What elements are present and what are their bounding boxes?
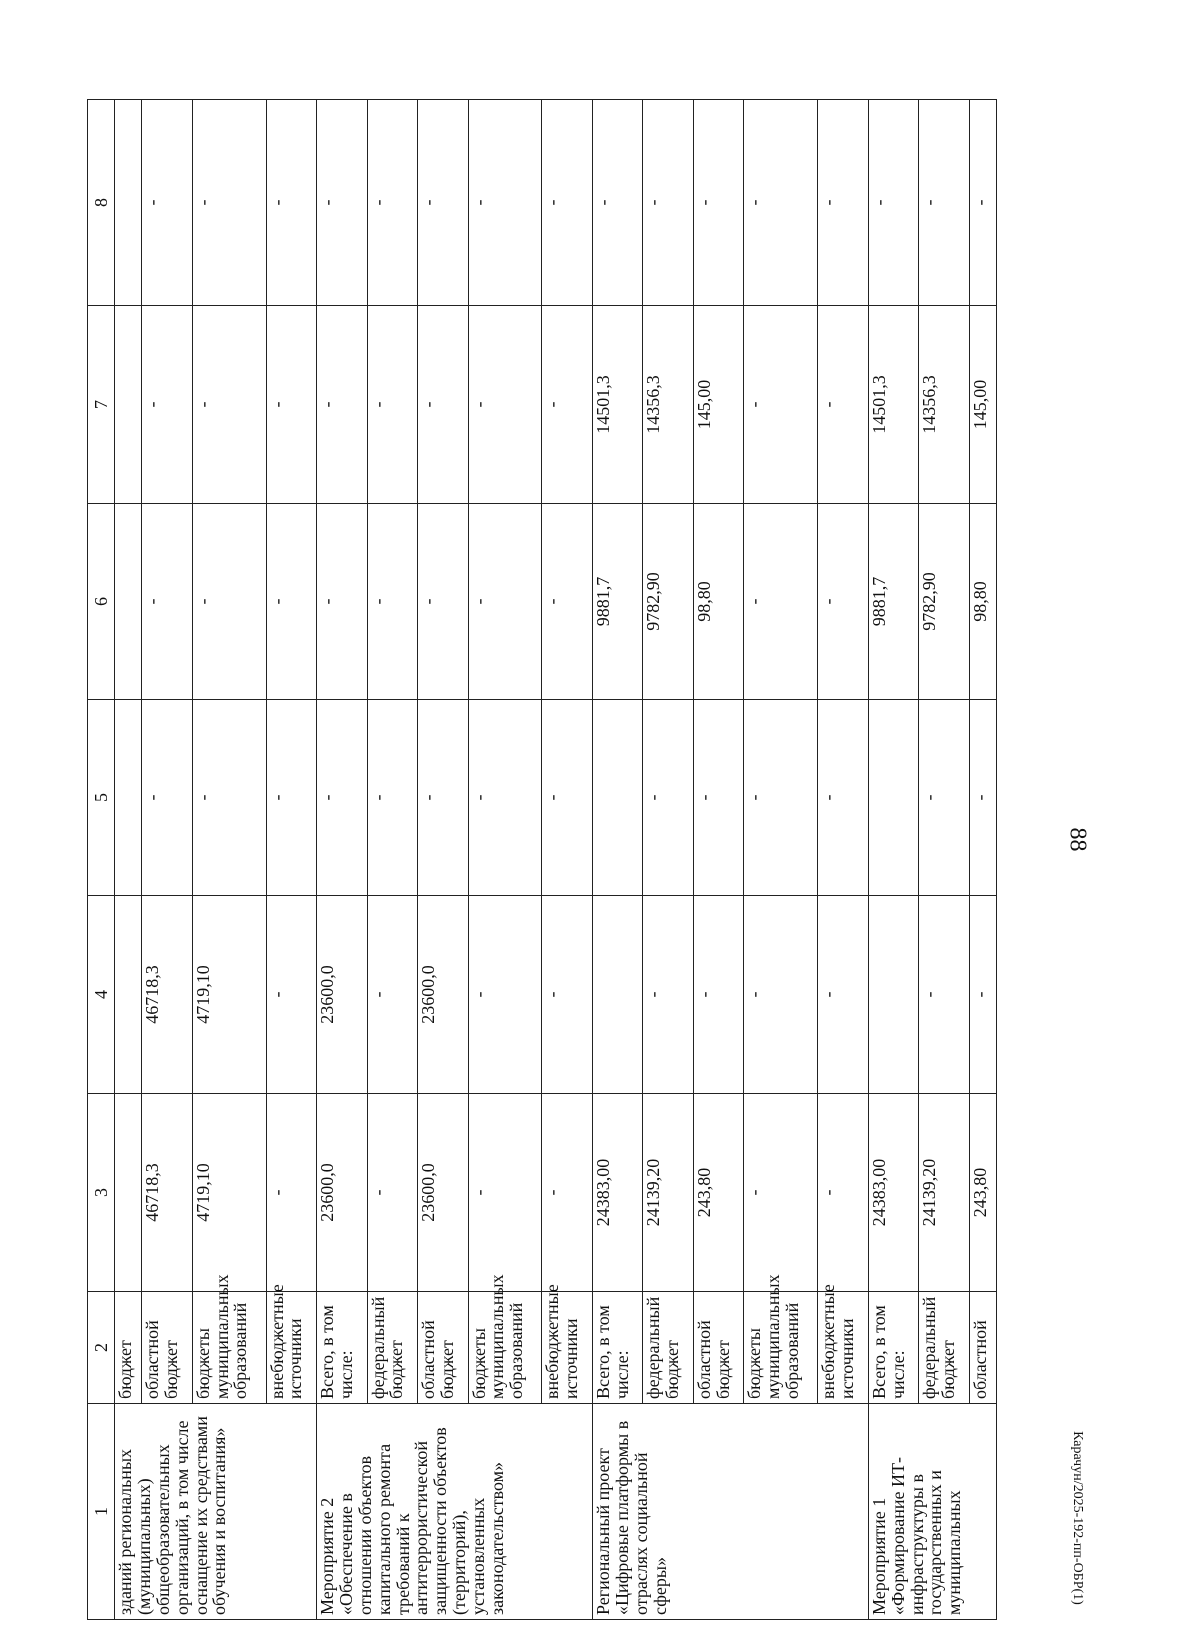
rotated-table-container bbox=[87, 100, 997, 1620]
cell-value-col-8: - bbox=[266, 100, 317, 306]
cell-value-col-6: 9782,90 bbox=[643, 504, 694, 700]
cell-value-col-3: - bbox=[367, 1094, 418, 1292]
cell-value-col-6: 9782,90 bbox=[919, 504, 970, 700]
cell-value-col-6: 9881,7 bbox=[868, 504, 919, 700]
cell-value-col-8 bbox=[115, 100, 142, 306]
cell-value-col-8: - bbox=[919, 100, 970, 306]
cell-value-col-3: - bbox=[818, 1094, 869, 1292]
cell-value-col-4: 4719,10 bbox=[192, 896, 266, 1094]
cell-value-col-5: - bbox=[542, 700, 593, 896]
cell-value-col-4: - bbox=[367, 896, 418, 1094]
cell-value-col-3: 24139,20 bbox=[919, 1094, 970, 1292]
cell-funding-source: федеральный бюджет bbox=[643, 1292, 694, 1404]
cell-value-col-3: - bbox=[542, 1094, 593, 1292]
cell-value-col-3: 23600,0 bbox=[418, 1094, 469, 1292]
cell-value-col-6: - bbox=[744, 504, 818, 700]
cell-funding-source: федеральный бюджет bbox=[367, 1292, 418, 1404]
header-row bbox=[88, 100, 115, 1620]
cell-value-col-4: - bbox=[693, 896, 744, 1094]
cell-value-col-7: 14356,3 bbox=[919, 306, 970, 504]
cell-funding-source: областной бюджет bbox=[418, 1292, 469, 1404]
cell-value-col-7: - bbox=[818, 306, 869, 504]
cell-value-col-4: - bbox=[542, 896, 593, 1094]
table-row bbox=[818, 100, 869, 1620]
cell-value-col-7: - bbox=[317, 306, 368, 504]
cell-value-col-5: - bbox=[919, 700, 970, 896]
table-row bbox=[643, 100, 694, 1620]
cell-value-col-8: - bbox=[643, 100, 694, 306]
cell-value-col-7: - bbox=[744, 306, 818, 504]
budget-table bbox=[87, 99, 997, 1620]
cell-value-col-8: - bbox=[542, 100, 593, 306]
cell-value-col-7: - bbox=[266, 306, 317, 504]
cell-value-col-7: 145,00 bbox=[693, 306, 744, 504]
cell-value-col-4: - bbox=[919, 896, 970, 1094]
cell-value-col-3: - bbox=[468, 1094, 542, 1292]
cell-funding-source: областной бюджет bbox=[693, 1292, 744, 1404]
document-code: Карачун/2025-192-пп-ОБР(1) bbox=[1069, 1431, 1085, 1605]
cell-funding-source: бюджет bbox=[115, 1292, 142, 1404]
cell-funding-source: внебюджетные источники bbox=[818, 1292, 869, 1404]
cell-value-col-8: - bbox=[818, 100, 869, 306]
cell-value-col-7: - bbox=[468, 306, 542, 504]
cell-value-col-7: - bbox=[418, 306, 469, 504]
cell-value-col-5 bbox=[868, 700, 919, 896]
cell-value-col-8: - bbox=[744, 100, 818, 306]
cell-value-col-6: 98,80 bbox=[969, 504, 996, 700]
cell-funding-source: Всего, в том числе: bbox=[868, 1292, 919, 1404]
cell-value-col-7: - bbox=[542, 306, 593, 504]
cell-value-col-6: - bbox=[317, 504, 368, 700]
table-row bbox=[468, 100, 542, 1620]
cell-value-col-8: - bbox=[868, 100, 919, 306]
table-row bbox=[418, 100, 469, 1620]
cell-value-col-7: - bbox=[142, 306, 193, 504]
cell-value-col-5: - bbox=[367, 700, 418, 896]
cell-activity-name: зданий региональных (муниципальных) общеобразовательных организаций, в том числе оснащение их средствами обучения и воспитания» bbox=[115, 1404, 317, 1620]
cell-value-col-5: - bbox=[818, 700, 869, 896]
table-row bbox=[317, 100, 368, 1620]
cell-value-col-5: - bbox=[969, 700, 996, 896]
cell-value-col-4: 46718,3 bbox=[142, 896, 193, 1094]
cell-funding-source: бюджеты муниципальных образований bbox=[468, 1292, 542, 1404]
cell-value-col-3: 243,80 bbox=[693, 1094, 744, 1292]
table-row bbox=[192, 100, 266, 1620]
cell-value-col-5: - bbox=[468, 700, 542, 896]
cell-value-col-4: - bbox=[818, 896, 869, 1094]
cell-value-col-3 bbox=[115, 1094, 142, 1292]
header-col-7: 7 bbox=[88, 306, 115, 504]
cell-value-col-5: - bbox=[192, 700, 266, 896]
cell-value-col-8: - bbox=[192, 100, 266, 306]
cell-funding-source: бюджеты муниципальных образований bbox=[192, 1292, 266, 1404]
table-row bbox=[367, 100, 418, 1620]
header-col-3: 3 bbox=[88, 1094, 115, 1292]
cell-funding-source: Всего, в том числе: bbox=[317, 1292, 368, 1404]
cell-value-col-3: 24383,00 bbox=[868, 1094, 919, 1292]
cell-value-col-7: 14501,3 bbox=[868, 306, 919, 504]
cell-value-col-7 bbox=[115, 306, 142, 504]
cell-activity-name: Мероприятие 1 «Формирование ИТ-инфраструктуры в государственных и муниципальных bbox=[868, 1404, 996, 1620]
table-row bbox=[142, 100, 193, 1620]
cell-value-col-8: - bbox=[592, 100, 643, 306]
header-col-4: 4 bbox=[88, 896, 115, 1094]
cell-value-col-8: - bbox=[468, 100, 542, 306]
table-row bbox=[115, 100, 142, 1620]
cell-value-col-4: - bbox=[969, 896, 996, 1094]
cell-value-col-5: - bbox=[317, 700, 368, 896]
page-number: 88 bbox=[1064, 827, 1091, 852]
cell-value-col-7: 14501,3 bbox=[592, 306, 643, 504]
header-col-5: 5 bbox=[88, 700, 115, 896]
cell-value-col-3: 243,80 bbox=[969, 1094, 996, 1292]
cell-value-col-5: - bbox=[418, 700, 469, 896]
cell-value-col-6: - bbox=[418, 504, 469, 700]
table-row bbox=[919, 100, 970, 1620]
cell-value-col-4: - bbox=[266, 896, 317, 1094]
table-row bbox=[266, 100, 317, 1620]
cell-funding-source: федеральный бюджет bbox=[919, 1292, 970, 1404]
cell-activity-name: Мероприятие 2 «Обеспечение в отношении объектов капитального ремонта требований к антитеррористической защищенности объектов (территорий), установленных законодательством» bbox=[317, 1404, 593, 1620]
cell-value-col-3: 24139,20 bbox=[643, 1094, 694, 1292]
cell-value-col-7: 145,00 bbox=[969, 306, 996, 504]
header-col-1: 1 bbox=[88, 1404, 115, 1620]
cell-value-col-8: - bbox=[693, 100, 744, 306]
cell-value-col-4: 23600,0 bbox=[418, 896, 469, 1094]
cell-value-col-8: - bbox=[317, 100, 368, 306]
cell-funding-source: бюджеты муниципальных образований bbox=[744, 1292, 818, 1404]
header-col-8: 8 bbox=[88, 100, 115, 306]
cell-value-col-3: 4719,10 bbox=[192, 1094, 266, 1292]
cell-value-col-5: - bbox=[643, 700, 694, 896]
cell-value-col-5: - bbox=[744, 700, 818, 896]
cell-value-col-7: - bbox=[192, 306, 266, 504]
cell-value-col-6: - bbox=[542, 504, 593, 700]
cell-value-col-4 bbox=[868, 896, 919, 1094]
header-col-6: 6 bbox=[88, 504, 115, 700]
cell-funding-source: внебюджетные источники bbox=[266, 1292, 317, 1404]
cell-value-col-5: - bbox=[693, 700, 744, 896]
cell-value-col-4: - bbox=[643, 896, 694, 1094]
cell-value-col-4 bbox=[592, 896, 643, 1094]
cell-value-col-8: - bbox=[367, 100, 418, 306]
cell-value-col-6: - bbox=[192, 504, 266, 700]
cell-value-col-7: 14356,3 bbox=[643, 306, 694, 504]
cell-value-col-4: - bbox=[468, 896, 542, 1094]
cell-value-col-3: 24383,00 bbox=[592, 1094, 643, 1292]
cell-funding-source: Всего, в том числе: bbox=[592, 1292, 643, 1404]
cell-value-col-5 bbox=[592, 700, 643, 896]
table-row bbox=[542, 100, 593, 1620]
table-row bbox=[868, 100, 919, 1620]
table-row bbox=[592, 100, 643, 1620]
cell-value-col-6: - bbox=[367, 504, 418, 700]
cell-value-col-3: - bbox=[266, 1094, 317, 1292]
cell-value-col-5: - bbox=[266, 700, 317, 896]
table-row bbox=[969, 100, 996, 1620]
cell-value-col-4: 23600,0 bbox=[317, 896, 368, 1094]
cell-value-col-6: - bbox=[266, 504, 317, 700]
header-col-2: 2 bbox=[88, 1292, 115, 1404]
cell-value-col-4 bbox=[115, 896, 142, 1094]
cell-value-col-6: 98,80 bbox=[693, 504, 744, 700]
cell-value-col-4: - bbox=[744, 896, 818, 1094]
cell-value-col-6: - bbox=[468, 504, 542, 700]
cell-value-col-6: - bbox=[142, 504, 193, 700]
cell-value-col-6: - bbox=[818, 504, 869, 700]
table-row bbox=[693, 100, 744, 1620]
cell-value-col-5: - bbox=[142, 700, 193, 896]
table-row bbox=[744, 100, 818, 1620]
cell-value-col-5 bbox=[115, 700, 142, 896]
cell-activity-name: Региональный проект «Цифровые платформы в отраслях социальной сферы» bbox=[592, 1404, 868, 1620]
cell-funding-source: областной bbox=[969, 1292, 996, 1404]
cell-value-col-6 bbox=[115, 504, 142, 700]
cell-value-col-3: 46718,3 bbox=[142, 1094, 193, 1292]
cell-value-col-8: - bbox=[418, 100, 469, 306]
table-body bbox=[115, 100, 997, 1620]
cell-value-col-6: 9881,7 bbox=[592, 504, 643, 700]
cell-value-col-8: - bbox=[969, 100, 996, 306]
cell-funding-source: областной бюджет bbox=[142, 1292, 193, 1404]
cell-value-col-3: 23600,0 bbox=[317, 1094, 368, 1292]
cell-value-col-7: - bbox=[367, 306, 418, 504]
cell-value-col-8: - bbox=[142, 100, 193, 306]
cell-funding-source: внебюджетные источники bbox=[542, 1292, 593, 1404]
cell-value-col-3: - bbox=[744, 1094, 818, 1292]
